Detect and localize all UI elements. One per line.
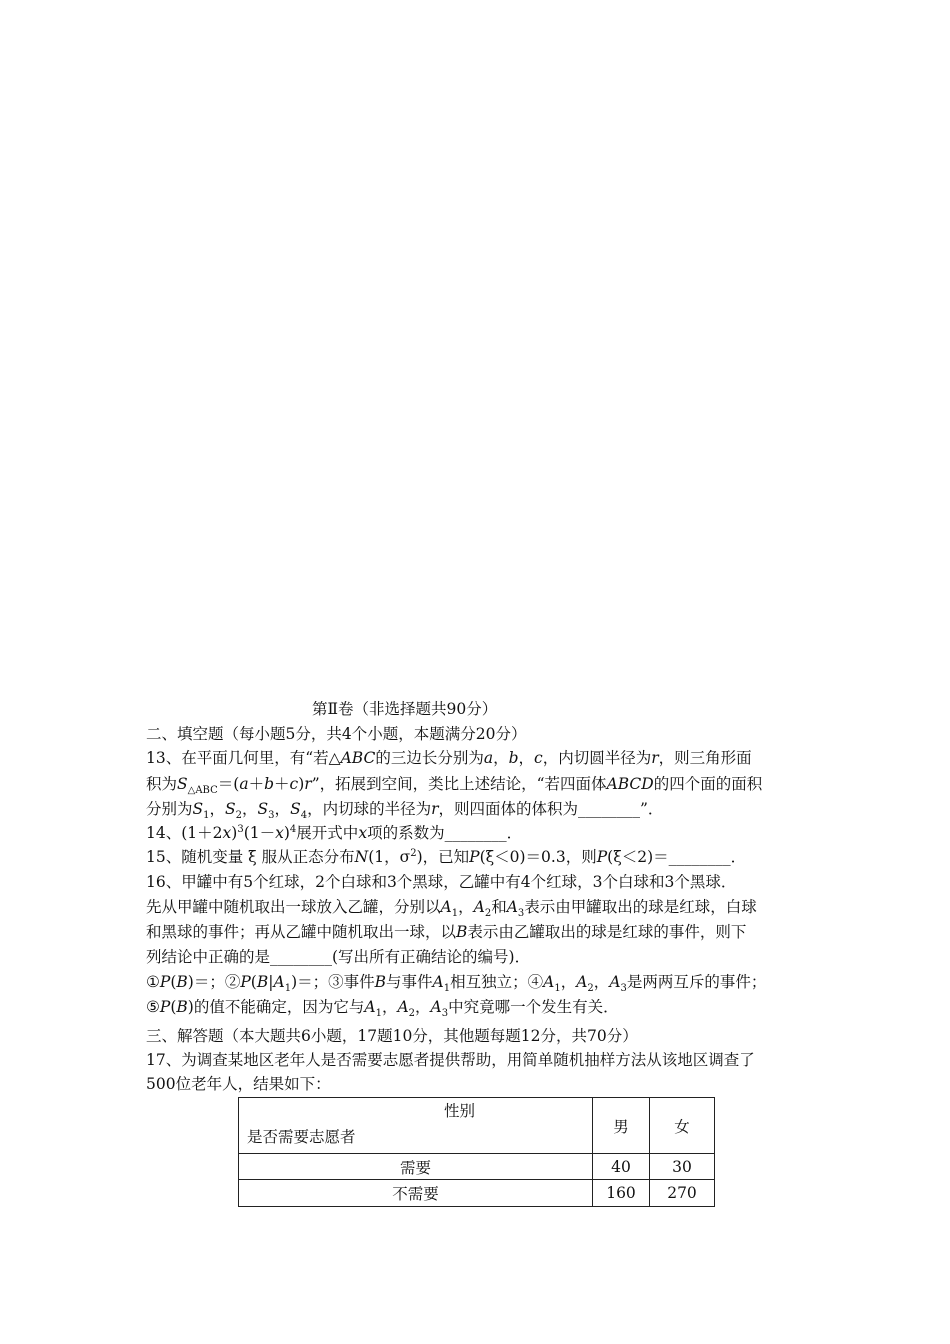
question-13-line-3: 分别为$S_1$，$S_2$，$S_3$，$S_4$，内切球的半径为r，则四面体的体积为________”． [146, 800, 664, 822]
table-row [239, 1180, 715, 1207]
header-diagonal-cell [239, 1098, 593, 1154]
question-16-line-2: 先从甲罐中随机取出一球放入乙罐，分别以$A_1$，$A_2$和$A_3$表示由甲罐取出的球是红球，白球 [146, 898, 757, 920]
question-13-line-2: 积为$S_{\triangle ABC}=(a+b+c)r$”，拓展到空间，类比上述结论，“若四面体ABCD的四个面的面积 [146, 775, 763, 797]
header-female: 女 [650, 1098, 715, 1154]
question-15: 15、随机变量 ξ 服从正态分布N(1，$\sigma^2$)，已知P(ξ＜0)＝0.3，则P(ξ＜2)＝________． [146, 847, 747, 866]
question-16-line-3: 和黑球的事件；再从乙罐中随机取出一球，以B表示由乙罐取出的球是红球的事件，则下 [146, 923, 747, 941]
question-16-line-1: 16、甲罐中有5个红球，2个白球和3个黑球，乙罐中有4个红球，3个白球和3个黑球． [146, 873, 737, 891]
question-17-line-1: 17、为调查某地区老年人是否需要志愿者提供帮助，用简单随机抽样方法从该地区调查了 [146, 1051, 755, 1069]
header-male: 男 [593, 1098, 650, 1154]
survey-table [238, 1097, 715, 1207]
cell-female: 270 [650, 1180, 715, 1207]
cell-female: 30 [650, 1154, 715, 1180]
header-gender-label: 性别 [444, 1102, 476, 1120]
answer-heading: 三、解答题（本大题共6小题，17题10分，其他题每题12分，共70分） [146, 1027, 638, 1045]
question-13-line-1: 13、在平面几何里，有“若△ABC的三边长分别为a，b，c，内切圆半径为r，则三角形面 [146, 749, 752, 767]
row-label: 不需要 [239, 1180, 593, 1207]
question-16-line-4: 列结论中正确的是________(写出所有正确结论的编号)． [146, 948, 531, 966]
fill-in-heading: 二、填空题（每小题5分，共4个小题，本题满分20分） [146, 725, 527, 743]
row-label: 需要 [239, 1154, 593, 1180]
header-need-label: 是否需要志愿者 [247, 1128, 356, 1146]
cell-male: 40 [593, 1154, 650, 1180]
question-16-options-line-1: ①P(B)＝；$②P(B|A_1)=$；③事件B与事件$A_1$相互独立；$④A_1$，$A_2$，$A_3$是两两互斥的事件； [146, 973, 767, 995]
section-title: 第Ⅱ卷（非选择题共90分） [312, 700, 498, 718]
question-16-options-line-2: ⑤P(B)的值不能确定，因为它与$A_1$，$A_2$，$A_3$中究竟哪一个发生有关． [146, 998, 619, 1020]
question-14: 14、$(1+2x)^3(1-x)^4$展开式中x项的系数为________． [146, 823, 523, 842]
cell-male: 160 [593, 1180, 650, 1207]
question-17-line-2: 500位老年人，结果如下： [146, 1075, 331, 1093]
table-row [239, 1154, 715, 1180]
